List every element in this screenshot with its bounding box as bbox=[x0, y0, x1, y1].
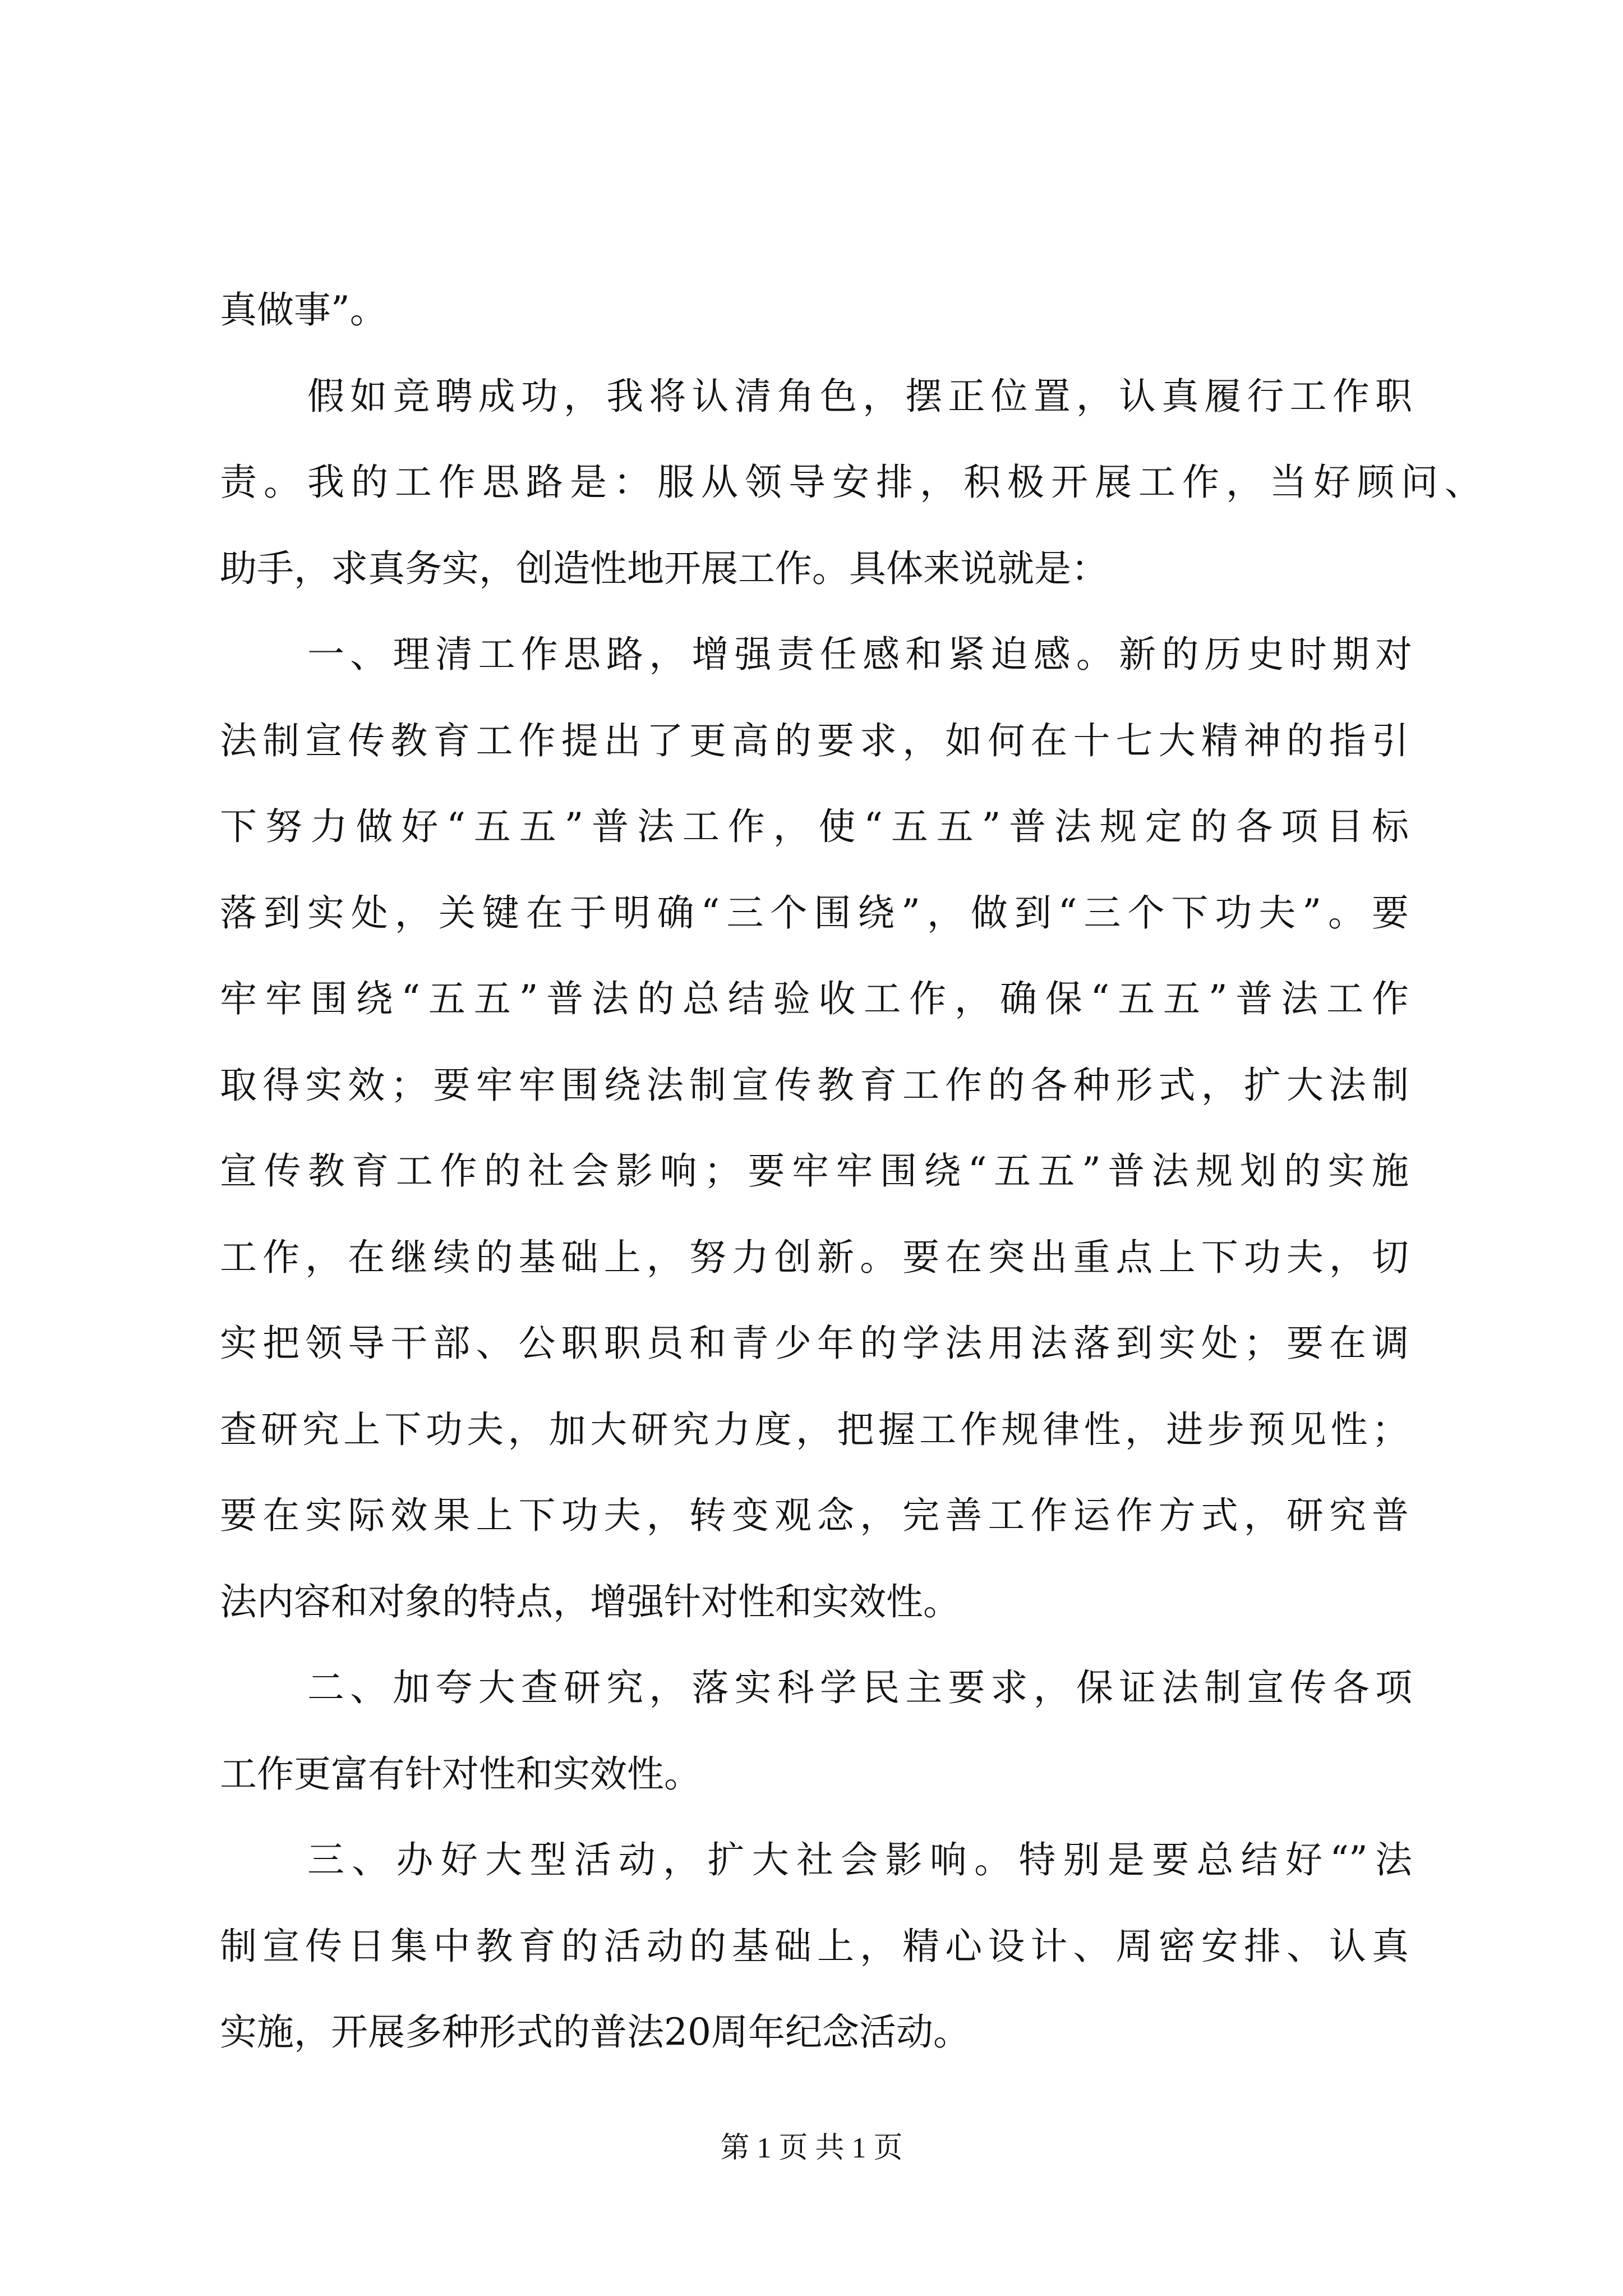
text-line-21: 实施，开展多种形式的普法20周年纪念活动。 bbox=[220, 2010, 970, 2054]
text-line-16: 法内容和对象的特点，增强针对性和实效性。 bbox=[220, 1580, 960, 1623]
text-line-8: 落到实处，关键在于明确“三个围绕”，做到“三个下功夫”。要 bbox=[220, 891, 1409, 935]
text-line-11: 宣传教育工作的社会影响；要牢牢围绕“五五”普法规划的实施 bbox=[220, 1149, 1409, 1193]
text-line-9: 牢牢围绕“五五”普法的总结验收工作，确保“五五”普法工作 bbox=[220, 977, 1409, 1020]
text-line-18: 工作更富有针对性和实效性。 bbox=[220, 1752, 701, 1796]
text-line-13: 实把领导干部、公职职员和青少年的学法用法落到实处；要在调 bbox=[220, 1322, 1409, 1365]
text-line-20: 制宣传日集中教育的活动的基础上，精心设计、周密安排、认真 bbox=[220, 1925, 1409, 1968]
text-line-19: 三、办好大型活动，扩大社会影响。特别是要总结好“”法 bbox=[307, 1838, 1412, 1881]
text-line-12: 工作，在继续的基础上，努力创新。要在突出重点上下功夫，切 bbox=[220, 1236, 1409, 1279]
text-line-2: 假如竞聘成功，我将认清角色，摆正位置，认真履行工作职 bbox=[307, 375, 1412, 418]
text-line-17: 二、加夸大查研究，落实科学民主要求，保证法制宣传各项 bbox=[307, 1666, 1412, 1709]
text-line-1: 真做事”。 bbox=[220, 288, 387, 332]
text-line-6: 法制宣传教育工作提出了更高的要求，如何在十七大精神的指引 bbox=[220, 719, 1409, 762]
text-line-14: 查研究上下功夫，加大研究力度，把握工作规律性，进步预见性； bbox=[220, 1408, 1409, 1451]
text-line-3: 责。我的工作思路是：服从领导安排，积极开展工作，当好顾问、 bbox=[220, 461, 1482, 504]
text-line-4: 助手，求真务实，创造性地开展工作。具体来说就是： bbox=[220, 547, 1108, 590]
text-line-5: 一、理清工作思路，增强责任感和紧迫感。新的历史时期对 bbox=[307, 633, 1412, 676]
text-line-7: 下努力做好“五五”普法工作，使“五五”普法规定的各项目标 bbox=[220, 805, 1409, 848]
page-number-footer: 第 1 页 共 1 页 bbox=[720, 2132, 903, 2164]
text-line-10: 取得实效；要牢牢围绕法制宣传教育工作的各种形式，扩大法制 bbox=[220, 1064, 1409, 1107]
text-line-15: 要在实际效果上下功夫，转变观念，完善工作运作方式，研究普 bbox=[220, 1494, 1409, 1537]
